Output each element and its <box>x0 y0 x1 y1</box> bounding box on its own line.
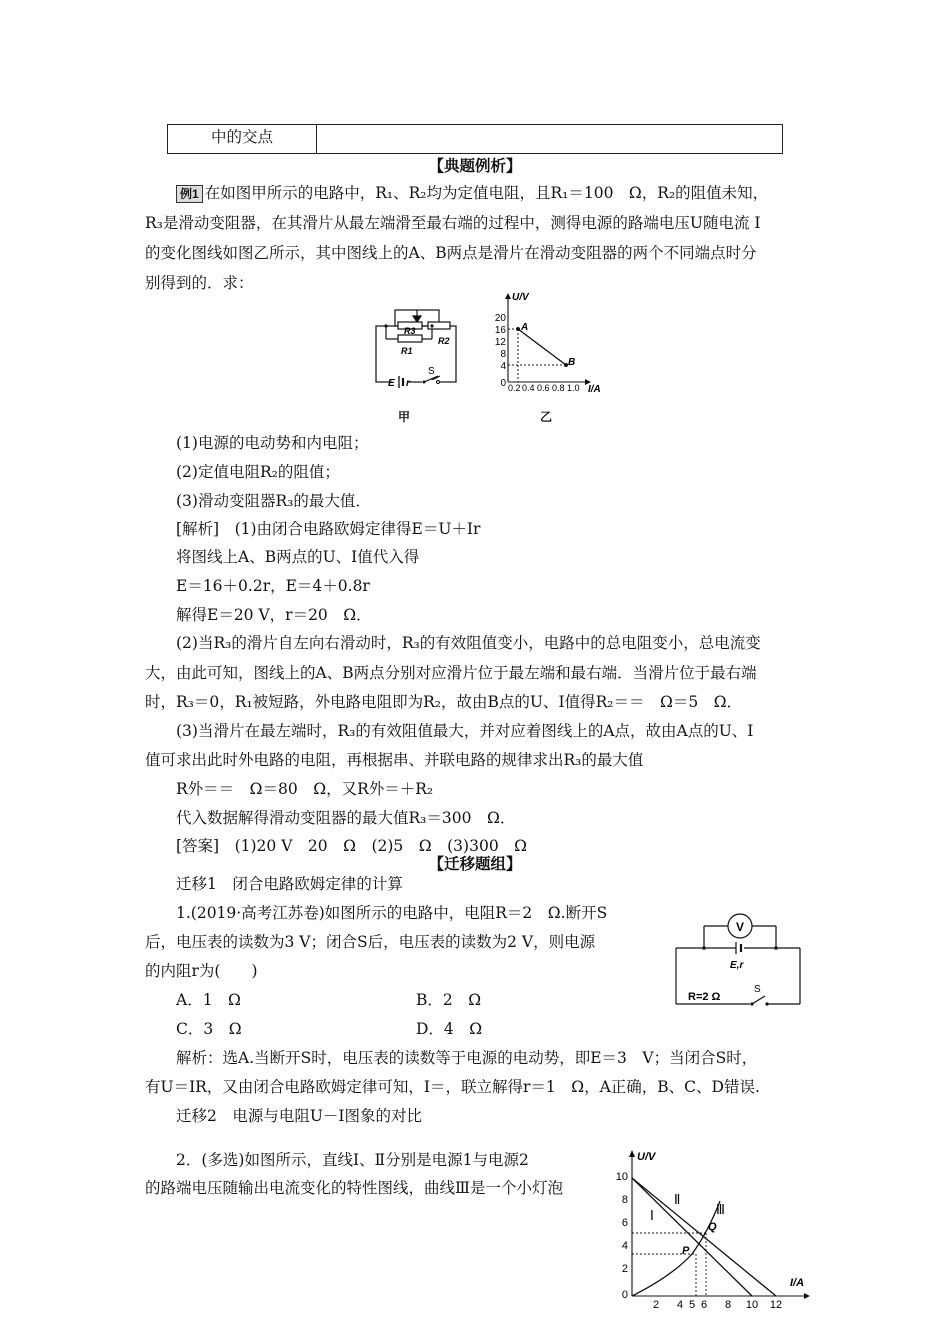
analysis-line-3: E＝16＋0.2r，E＝4＋0.8r <box>176 577 370 595</box>
q1-option-a: A．1 Ω <box>176 991 241 1009</box>
q1-line-2: 后，电压表的读数为3 V；闭合S后，电压表的读数为2 V，则电源 <box>145 933 596 951</box>
caption-yi: 乙 <box>540 410 553 424</box>
label-e: E <box>388 378 395 389</box>
graph2-x-tick-10: 10 <box>745 1299 759 1311</box>
q2-line-1: 2．(多选)如图所示，直线Ⅰ、Ⅱ分别是电源1与电源2 <box>176 1151 529 1169</box>
label-r-internal: r <box>406 378 410 389</box>
graph2-y-tick-10: 10 <box>615 1171 628 1183</box>
example-line-1: 例1 在如图甲所示的电路中，R₁、R₂均为定值电阻，且R₁＝100 Ω，R₂的阻值未知， <box>176 183 768 203</box>
example-badge: 例1 <box>176 185 203 203</box>
example-line-3: 的变化图线如图乙所示，其中图线上的A、B两点是滑片在滑动变阻器的两个不同端点时分 <box>145 244 757 262</box>
label-er: E,r <box>730 960 744 971</box>
ui-characteristic-graph <box>612 1146 812 1312</box>
y-tick-0: 0 <box>500 378 506 389</box>
transfer-1-title: 迁移1 闭合电路欧姆定律的计算 <box>176 875 403 893</box>
q1-option-b: B．2 Ω <box>416 991 482 1009</box>
y-tick-8: 8 <box>500 349 506 360</box>
label-r1: R1 <box>401 346 413 356</box>
point-a-label: A <box>521 322 529 333</box>
graph2-x-tick-12: 12 <box>769 1299 783 1311</box>
curve-iii <box>632 1201 720 1296</box>
line-i <box>632 1178 752 1296</box>
y-tick-16: 16 <box>494 325 506 336</box>
voltmeter-label: V <box>736 920 745 934</box>
graph2-y-tick-6: 6 <box>621 1217 628 1229</box>
q1-option-d: D．4 Ω <box>416 1020 483 1038</box>
question-3: (3)滑动变阻器R₃的最大值． <box>176 492 371 510</box>
table-cell-left: 中的交点 <box>168 125 317 154</box>
example-line-2: R₃是滑动变阻器，在其滑片从最左端滑至最右端的过程中，测得电源的路端电压U随电流 I <box>145 214 761 232</box>
label-r3: R3 <box>404 326 416 336</box>
y-tick-20: 20 <box>494 313 506 324</box>
axis-x-label: I/A <box>588 384 601 395</box>
example-line-4: 别得到的．求： <box>145 274 254 292</box>
analysis-line-8: (3)当滑片在最左端时，R₃的有效阻值最大，并对应着图线上的A点，故由A点的U、I <box>176 722 754 740</box>
x-tick-0.4: 0.4 <box>522 383 535 393</box>
x-tick-0.8: 0.8 <box>552 383 565 393</box>
label-switch-s: S <box>428 366 435 377</box>
section-heading-examples: 【典题例析】 <box>428 156 522 175</box>
q1-solution-line-2: 有U＝IR，又由闭合电路欧姆定律可知，I＝，联立解得r＝1 Ω，A正确，B、C、D错误. <box>145 1078 760 1096</box>
graph2-y-tick-2: 2 <box>621 1263 628 1275</box>
question-2: (2)定值电阻R₂的阻值； <box>176 463 340 481</box>
analysis-line-6: 大，由此可知，图线上的A、B两点分别对应滑片位于最左端和最右端．当滑片位于最右端 <box>145 664 757 682</box>
graph2-x-tick-8: 8 <box>724 1299 732 1311</box>
label-curve-i: Ⅰ <box>650 1208 654 1223</box>
answer-line: [答案] (1)20 V 20 Ω (2)5 Ω (3)300 Ω <box>176 837 528 855</box>
question-1: (1)电源的电动势和内电阻； <box>176 434 369 452</box>
analysis-line-5: (2)当R₃的滑片自左向右滑动时，R₃的有效阻值变小，电路中的总电阻变小，总电流变 <box>176 634 761 652</box>
graph2-axis-x: I/A <box>790 1277 805 1289</box>
analysis-line-9: 值可求出此时外电路的电阻，再根据串、并联电路的规律求出R₃的最大值 <box>145 751 644 769</box>
graph2-x-tick-6: 6 <box>700 1299 708 1311</box>
label-curve-ii: Ⅱ <box>674 1192 681 1207</box>
y-tick-4: 4 <box>500 361 506 372</box>
caption-jia: 甲 <box>398 410 411 424</box>
axis-y-label: U/V <box>512 292 529 303</box>
graph2-x-tick-2: 2 <box>652 1299 660 1311</box>
graph2-x-tick-4: 4 <box>676 1299 684 1311</box>
q2-line-2: 的路端电压随输出电流变化的特性图线，曲线Ⅲ是一个小灯泡 <box>145 1179 563 1197</box>
analysis-line-2: 将图线上A、B两点的U、I值代入得 <box>176 548 420 566</box>
summary-table-row <box>167 124 783 154</box>
ui-graph-yi <box>488 290 608 396</box>
graph2-x-tick-5: 5 <box>688 1299 696 1311</box>
point-q-label: Q <box>708 1221 717 1233</box>
graph2-y-tick-0: 0 <box>621 1289 628 1301</box>
analysis-line-10: R外＝＝ Ω＝80 Ω，又R外＝＋R₂ <box>176 780 434 798</box>
transfer-2-title: 迁移2 电源与电阻U－I图象的对比 <box>176 1107 423 1125</box>
circuit-diagram-jia <box>368 296 468 392</box>
q1-solution-line-1: 解析：选A.当断开S时，电压表的读数等于电源的电动势，即E＝3 V；当闭合S时， <box>176 1049 758 1067</box>
x-tick-1.0: 1.0 <box>567 383 580 393</box>
graph2-y-tick-8: 8 <box>621 1194 628 1206</box>
section-heading-transfer: 【迁移题组】 <box>428 854 522 873</box>
graph2-axis-y: U/V <box>637 1151 656 1163</box>
q1-line-1: 1.(2019·高考江苏卷)如图所示的电路中，电阻R＝2 Ω.断开S <box>176 904 608 922</box>
line-ii <box>632 1178 776 1296</box>
point-b-label: B <box>568 357 576 368</box>
point-p-label: P <box>682 1245 690 1257</box>
analysis-line-1: [解析] (1)由闭合电路欧姆定律得E＝U＋Ir <box>176 520 481 538</box>
analysis-line-4: 解得E＝20 V，r＝20 Ω． <box>176 606 372 624</box>
q1-line-3: 的内阻r为( ) <box>145 962 258 980</box>
label-resistor-r: R=2 Ω <box>688 991 721 1003</box>
circuit-diagram-voltmeter <box>672 910 804 1010</box>
y-tick-12: 12 <box>494 337 506 348</box>
q1-option-c: C．3 Ω <box>176 1020 242 1038</box>
analysis-line-11: 代入数据解得滑动变阻器的最大值R₃＝300 Ω． <box>176 809 516 827</box>
label-curve-iii: Ⅲ <box>716 1202 725 1217</box>
graph2-y-tick-4: 4 <box>621 1240 628 1252</box>
x-tick-0.2: 0.2 <box>508 383 521 393</box>
x-tick-0.6: 0.6 <box>537 383 550 393</box>
table-cell-right <box>317 125 783 154</box>
label-r2: R2 <box>438 336 450 346</box>
analysis-line-7: 时，R₃＝0，R₁被短路，外电路电阻即为R₂，故由B点的U、I值得R₂＝＝ Ω＝5 Ω． <box>145 693 743 711</box>
label-switch-s2: S <box>754 984 761 995</box>
